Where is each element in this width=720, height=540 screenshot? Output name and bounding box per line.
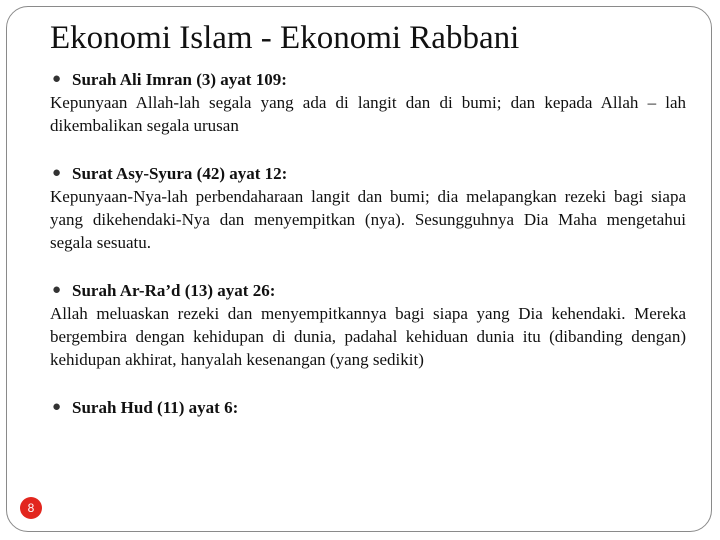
verse-heading-text: Surah Hud (11) ayat 6: — [72, 398, 239, 417]
verse-line: kehidupan akhirat, hanyalah kesenangan (yang sedikit) — [50, 350, 424, 369]
verse-line: Kepunyaan Allah-lah segala yang ada di langit dan di bumi; dan kepada Allah – lah — [50, 93, 686, 112]
slide-content — [50, 68, 686, 540]
bullet-icon: ● — [52, 399, 62, 415]
verse-block — [50, 279, 686, 371]
verse-heading — [50, 68, 686, 91]
verse-line: dikembalikan segala urusan — [50, 116, 239, 135]
verse-block — [50, 68, 686, 137]
verse-block — [50, 162, 686, 254]
verse-heading — [50, 279, 686, 302]
verse-line: Kepunyaan-Nya-lah perbendaharaan langit dan bumi; dia melapangkan rezeki bagi siapa — [50, 187, 686, 206]
slide-title: Ekonomi Islam - Ekonomi Rabbani — [50, 20, 520, 56]
page-number-badge: 8 — [20, 497, 42, 519]
verse-heading — [50, 162, 686, 185]
verse-block — [50, 396, 686, 419]
verse-heading-text: Surah Ali Imran (3) ayat 109: — [72, 70, 287, 89]
bullet-icon: ● — [52, 71, 62, 87]
verse-heading-text: Surat Asy-Syura (42) ayat 12: — [72, 164, 288, 183]
verse-line: Allah meluaskan rezeki dan menyempitkannya bagi siapa yang Dia kehendaki. Mereka — [50, 304, 686, 323]
verse-line: segala sesuatu. — [50, 233, 152, 252]
verse-heading — [50, 396, 686, 419]
bullet-icon: ● — [52, 165, 62, 181]
bullet-icon: ● — [52, 282, 62, 298]
verse-line: yang dikehendaki-Nya dan menyempitkan (nya). Sesungguhnya Dia Maha mengetahui — [50, 210, 686, 229]
verse-line: bergembira dengan kehidupan di dunia, padahal kehiduan dunia itu (dibanding dengan) — [50, 327, 686, 346]
verse-heading-text: Surah Ar-Ra’d (13) ayat 26: — [72, 281, 276, 300]
